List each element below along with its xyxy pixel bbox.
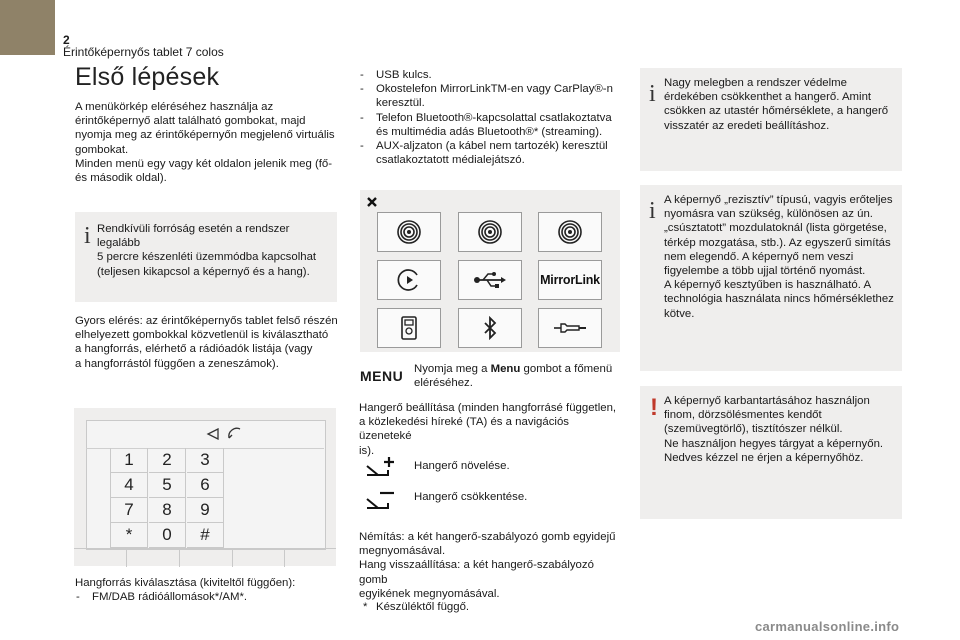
info-note-heat: i Rendkívüli forróság esetén a rendszer legalább 5 percre készenléti üzemmódba kapcsolhat (teljesen kikapcsol a képernyő és a hang). [75, 212, 337, 302]
keypad-key: 1 [111, 448, 148, 473]
play-icon [396, 267, 422, 293]
volume-down-icon [366, 488, 398, 510]
mute-paragraph: Némítás: a két hangerő-szabályozó gomb egyidejű megnyomásával. Hang visszaállítása: a két hangerő-szabályozó gomb egyikének megnyomásával. [359, 531, 616, 600]
keypad-key: 8 [149, 498, 186, 523]
list-item: - USB kulcs. [359, 68, 624, 82]
info-note-resistive: i A képernyő „rezisztív” típusú, vagyis erőteljes nyomásra van szükség, különösen az ún. „csúsztatott” mozdulatoknál (lista görgetése, térkép mozgatása, stb.). Az egyszerű simítás nem elegendő. A képernyő nem veszi figyelembe a több ujjal történő nyomást. A képernyő kesztyűben is használható. A technológia használata nincs hőmérséklethez kötve. [640, 185, 902, 371]
volume-up-label: Hangerő növelése. [414, 460, 510, 472]
keypad-key: 4 [111, 473, 148, 498]
volume-down-label: Hangerő csökkentése. [414, 491, 528, 503]
radio-icon [477, 219, 503, 245]
keypad-key: 2 [149, 448, 186, 473]
close-icon [366, 196, 378, 208]
mirrorlink-logo: MirrorLink [540, 273, 600, 287]
keypad-key: 3 [187, 448, 224, 473]
menu-instruction: Nyomja meg a Menu gombot a főmenü eléréséhez. [414, 363, 613, 390]
radio-icon [396, 219, 422, 245]
page-tab [0, 0, 55, 55]
volume-up-icon [366, 456, 398, 478]
keypad-key: # [187, 523, 224, 548]
usb-icon [473, 271, 507, 289]
keypad-bottom-bar [74, 548, 336, 567]
bluetooth-icon [483, 316, 497, 340]
volume-paragraph: Hangerő beállítása (minden hangforrásé független, a közlekedési híreké (TA) és a navigációs üzeneteké is). [359, 402, 617, 457]
usb-source-button [458, 260, 522, 300]
info-icon: i [84, 223, 91, 249]
bluetooth-source-button [458, 308, 522, 348]
keypad-key: 9 [187, 498, 224, 523]
radio-source-button [458, 212, 522, 252]
keypad-key: 7 [111, 498, 148, 523]
footnote-mark: * [363, 601, 368, 613]
warning-icon: ! [650, 394, 658, 421]
radio-icon [557, 219, 583, 245]
media-source-button [377, 260, 441, 300]
list-item: - FM/DAB rádióállomások*/AM*. [75, 590, 340, 604]
radio-source-button [377, 212, 441, 252]
phone-icon [226, 426, 242, 442]
sources-illustration [360, 190, 620, 352]
sd-card-icon [400, 316, 418, 340]
keypad-grid [110, 448, 225, 548]
source-select-section: Hangforrás kiválasztása (kiviteltől függően): - FM/DAB rádióállomások*/AM*. [75, 576, 340, 604]
aux-source-button [538, 308, 602, 348]
menu-button-label: MENU [360, 368, 404, 384]
sd-card-source-button [377, 308, 441, 348]
keypad-key: 0 [149, 523, 186, 548]
aux-jack-icon [553, 321, 587, 335]
chapter-title: Érintőképernyős tablet 7 colos [63, 45, 224, 59]
section-title: Első lépések [75, 63, 220, 91]
list-item: - Telefon Bluetooth®-kapcsolattal csatlakoztatva és multimédia adás Bluetooth®* (streaming). [359, 111, 624, 139]
keypad-key: * [111, 523, 148, 548]
list-item: - Okostelefon MirrorLinkTM-en vagy CarPlay®-n keresztül. [359, 82, 624, 110]
intro-paragraph: A menükörkép eléréséhez használja az érintőképernyő alatt található gombokat, majd nyomja meg az érintőképernyőn megjelenő virtuális gombokat. Minden menü egy vagy két oldalon jelenik meg (fő- és második oldal). [75, 101, 335, 185]
back-arrow-icon [206, 428, 220, 440]
info-note-temperature: i Nagy melegben a rendszer védelme érdekében csökkenthet a hangerő. Amint csökken az utastér hőmérséklete, a hangerő visszatér az eredeti beállításhoz. [640, 68, 902, 171]
page-number: 2 [63, 33, 70, 47]
info-icon: i [649, 81, 656, 107]
keypad-key: 5 [149, 473, 186, 498]
radio-source-button [538, 212, 602, 252]
info-icon: i [649, 198, 656, 224]
warning-note-maintenance: ! A képernyő karbantartásához használjon finom, dörzsölésmentes kendőt (szemüvegtörlő), tisztítószer nélkül. Ne használjon hegyes tárgyat a képernyőn. Nedves kézzel ne érjen a képernyőhöz. [640, 386, 902, 519]
list-item: - AUX-aljzaton (a kábel nem tartozék) keresztül csatlakoztatott médialejátszó. [359, 139, 624, 167]
keypad-key: 6 [187, 473, 224, 498]
watermark: carmanualsonline.info [755, 619, 900, 634]
keypad-top-bar [86, 420, 324, 449]
source-list [359, 68, 624, 167]
mirrorlink-source-button [538, 260, 602, 300]
quick-access-paragraph: Gyors elérés: az érintőképernyős tablet felső részén elhelyezett gombokkal közvetlenül is kiválasztható a hangforrás, elérhető a rádióadók listája (vagy a hangforrástól függően a zeneszámok). [75, 315, 338, 370]
footnote-text: Készüléktől függő. [376, 601, 470, 613]
